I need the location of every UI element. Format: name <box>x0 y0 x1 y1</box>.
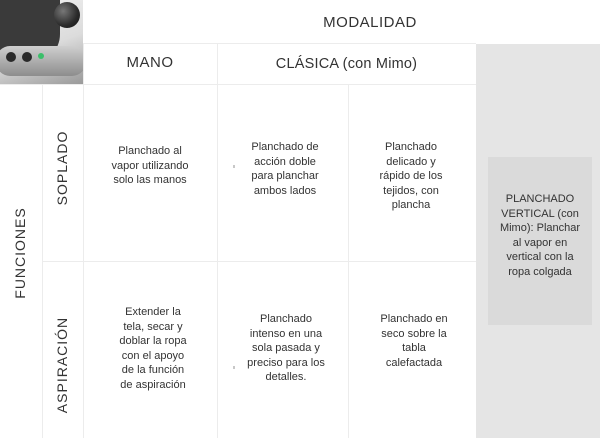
tick-mark <box>233 366 235 369</box>
grid-line <box>42 261 476 262</box>
tick-mark <box>233 165 235 168</box>
cell-soplado-clasica-1: Planchado de acción doble para planchar ambos lados <box>251 141 319 197</box>
grid-line <box>83 44 84 438</box>
grid-line <box>42 84 43 438</box>
header-clasica: CLÁSICA (con Mimo) <box>275 56 418 72</box>
side-aspiracion: ASPIRACIÓN <box>54 316 70 414</box>
header-mano: MANO <box>126 54 174 71</box>
cell-soplado-clasica-2: Planchado delicado y rápido de los tejidos, con plancha <box>379 141 443 211</box>
cell-soplado-mano: Planchado al vapor utilizando solo las manos <box>111 145 189 186</box>
cell-aspiracion-clasica-1: Planchado intenso en una sola pasada y preciso para los detalles. <box>247 313 325 383</box>
grid-line <box>83 43 476 44</box>
grid-line <box>348 84 349 438</box>
side-soplado: SOPLADO <box>54 130 70 206</box>
cell-aspiracion-clasica-2: Planchado en seco sobre la tabla calefactada <box>380 313 448 369</box>
header-modalidad: MODALIDAD <box>323 14 417 31</box>
grid-line <box>217 44 218 438</box>
grid-line <box>0 84 476 85</box>
side-funciones: FUNCIONES <box>12 207 28 299</box>
steam-ironing-station-photo <box>0 0 83 84</box>
cell-planchado-vertical: PLANCHADO VERTICAL (con Mimo): Planchar al vapor en vertical con la ropa colgada <box>499 193 581 278</box>
cell-aspiracion-mano: Extender la tela, secar y doblar la ropa con el apoyo de la función de aspiración <box>119 306 187 391</box>
